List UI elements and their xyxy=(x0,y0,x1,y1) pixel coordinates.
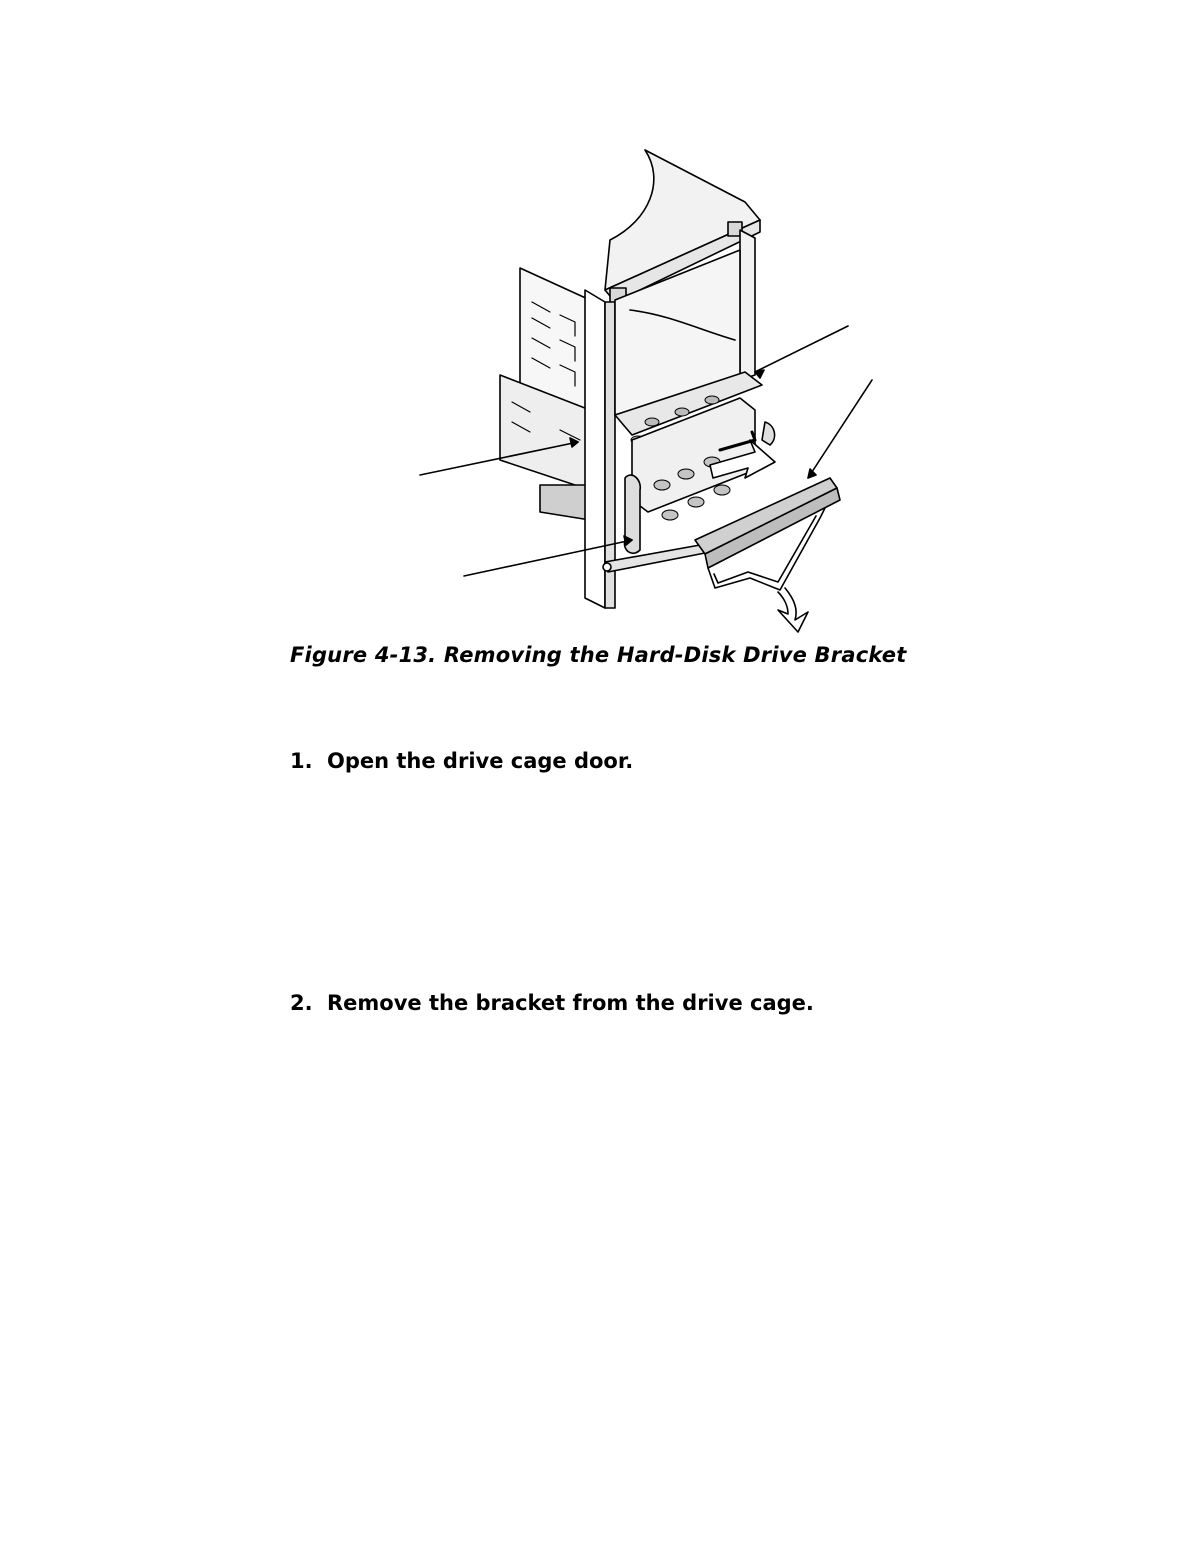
step-1 xyxy=(290,749,633,773)
step-1-text: Open the drive cage door. xyxy=(327,749,634,773)
step-2 xyxy=(290,991,814,1015)
chassis-front-pillar xyxy=(585,290,605,608)
callout-line-3 xyxy=(755,326,848,372)
figure-caption: Figure 4-13. Removing the Hard-Disk Drive Bracket xyxy=(290,643,907,667)
swing-down-arrow xyxy=(778,588,808,632)
hard-disk-bracket-illustration xyxy=(400,140,900,640)
step-2-text: Remove the bracket from the drive cage. xyxy=(327,991,814,1015)
callout-line-4 xyxy=(808,380,872,478)
illustration-svg xyxy=(400,140,900,640)
step-1-number: 1. xyxy=(290,749,313,773)
step-2-number: 2. xyxy=(290,991,313,1015)
